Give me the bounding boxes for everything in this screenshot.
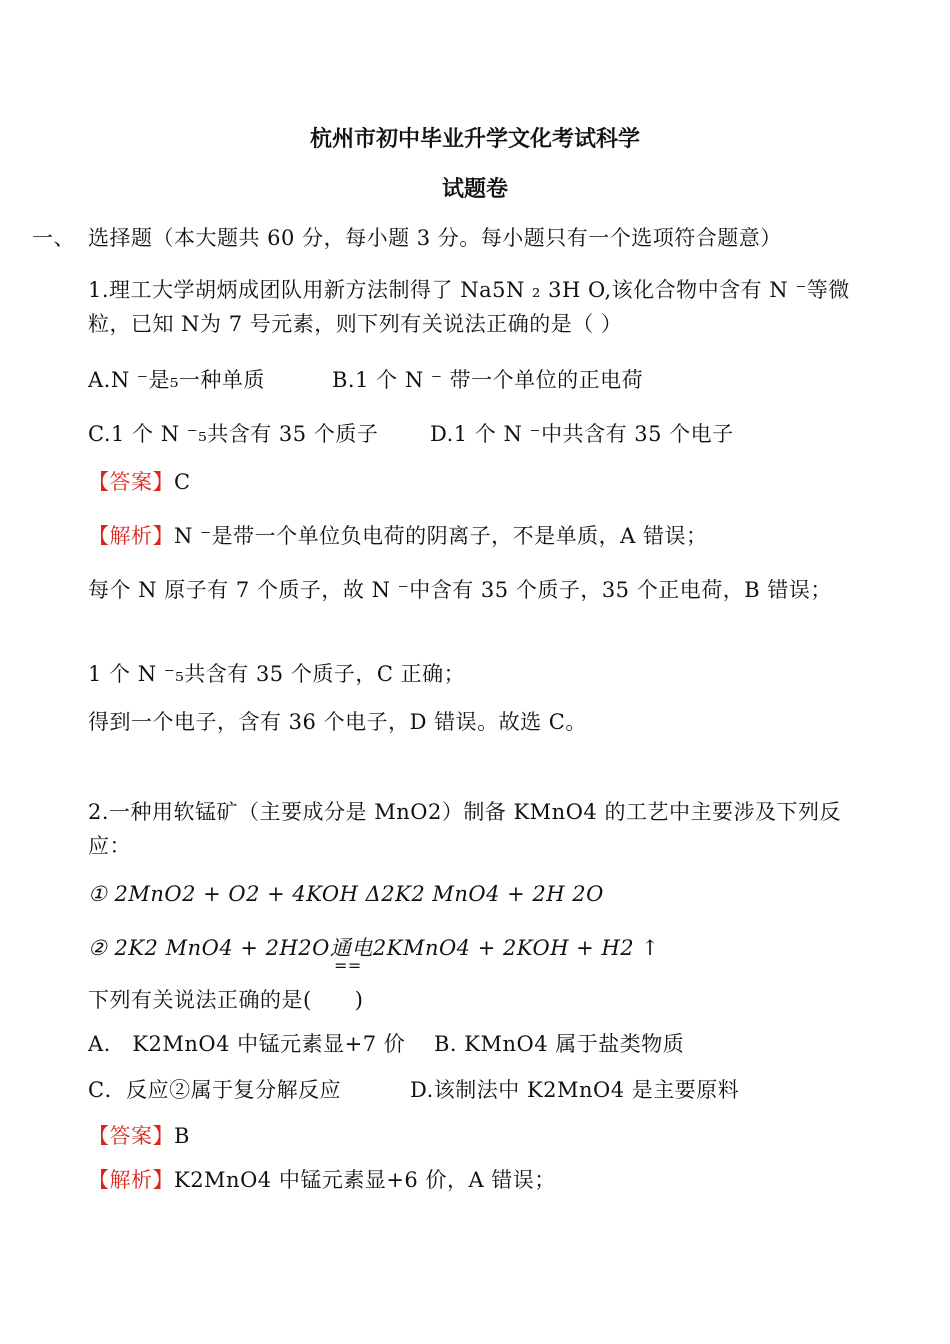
q2-stem-line1: 2.一种用软锰矿（主要成分是 MnO2）制备 KMnO4 的工艺中主要涉及下列反 — [88, 800, 841, 824]
q2-question: 下列有关说法正确的是( ) — [88, 988, 364, 1012]
q1-analysis-tag: 【解析】 — [88, 524, 174, 548]
q1-analysis-line1: N ⁻是带一个单位负电荷的阴离子，不是单质，A 错误； — [174, 524, 708, 548]
q1-analysis-line1-row — [88, 522, 707, 550]
q2-reaction-1: ① 2MnO2 + O2 + 4KOH Δ2K2 MnO4 + 2H 2O — [88, 882, 604, 906]
q2-stem-line2: 应： — [88, 834, 131, 858]
q1-option-b: B.1 个 N ⁻ 带一个单位的正电荷 — [332, 368, 644, 392]
q2-answer-tag: 【答案】 — [88, 1124, 174, 1148]
q1-stem-line1: 1.理工大学胡炳成团队用新方法制得了 Na5N ₂ 3H O,该化合物中含有 N ⁻等微 — [88, 278, 850, 302]
q1-option-d: D.1 个 N ⁻中共含有 35 个电子 — [430, 422, 734, 446]
q1-option-a: A.N ⁻是₅一种单质 — [88, 368, 265, 392]
q1-answer-tag: 【答案】 — [88, 470, 174, 494]
q2-option-b: B. KMnO4 属于盐类物质 — [434, 1032, 685, 1056]
page-subtitle: 试题卷 — [441, 176, 508, 202]
section-number: 一、 — [32, 226, 75, 250]
q1-analysis-line3: 1 个 N ⁻₅共含有 35 个质子，C 正确； — [88, 662, 466, 686]
q2-analysis-line1: K2MnO4 中锰元素显+6 价，A 错误； — [174, 1168, 556, 1192]
q1-answer — [88, 468, 191, 496]
q1-stem-line2: 粒，已知 N为 7 号元素，则下列有关说法正确的是（ ） — [88, 312, 623, 336]
section-heading: 选择题（本大题共 60 分，每小题 3 分。每小题只有一个选项符合题意） — [88, 226, 782, 250]
q2-option-c: C．反应②属于复分解反应 — [88, 1078, 342, 1102]
q2-option-d: D.该制法中 K2MnO4 是主要原料 — [410, 1078, 740, 1102]
q1-answer-value: C — [174, 470, 191, 494]
q2-answer-value: B — [174, 1124, 190, 1148]
q2-analysis-tag: 【解析】 — [88, 1168, 174, 1192]
q1-analysis-line4: 得到一个电子，含有 36 个电子，D 错误。故选 C。 — [88, 710, 587, 734]
q2-answer — [88, 1122, 190, 1150]
page-title: 杭州市初中毕业升学文化考试科学 — [309, 126, 640, 152]
q1-analysis-line2: 每个 N 原子有 7 个质子，故 N ⁻中含有 35 个质子，35 个正电荷，B 错误； — [88, 578, 832, 602]
q2-analysis-line1-row — [88, 1166, 556, 1194]
q2-option-a: A. K2MnO4 中锰元素显+7 价 — [88, 1032, 406, 1056]
q2-reaction-2-equals: == — [334, 956, 362, 975]
q1-option-c: C.1 个 N ⁻₅共含有 35 个质子 — [88, 422, 379, 446]
q2-reaction-2: ② 2K2 MnO4 + 2H2O通电2KMnO4 + 2KOH + H2 ↑ — [88, 936, 660, 960]
